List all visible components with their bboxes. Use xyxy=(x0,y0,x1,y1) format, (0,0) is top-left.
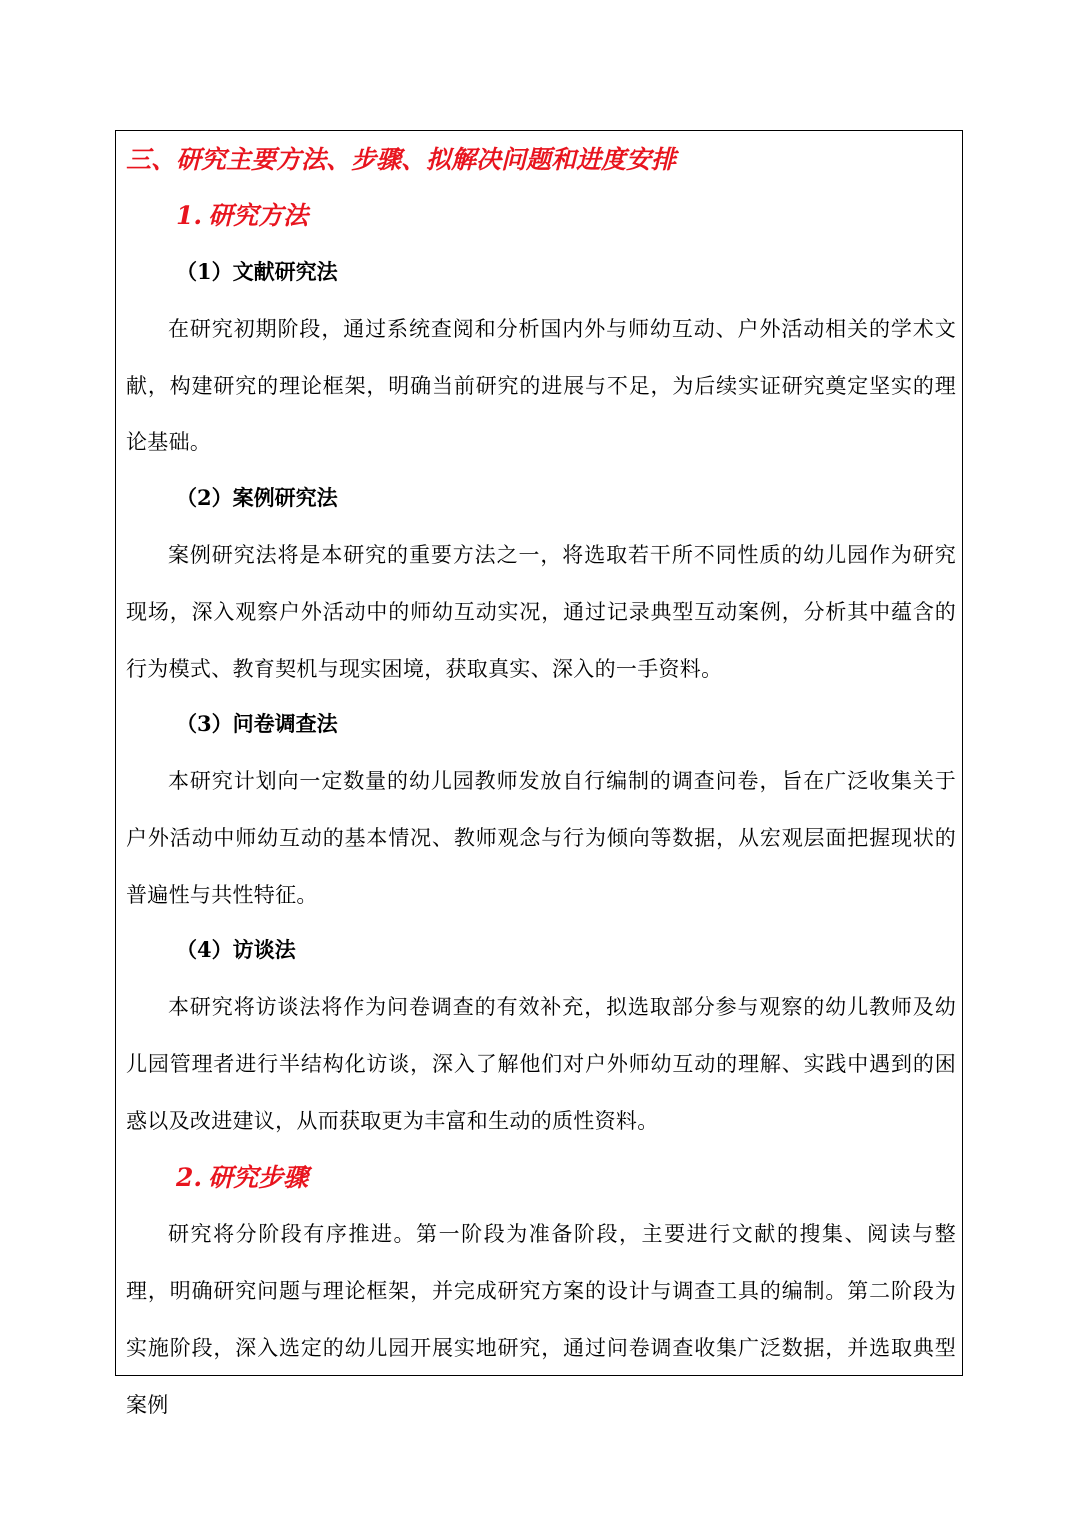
steps-heading-number: 2. xyxy=(176,1163,203,1193)
method-number: （4） xyxy=(176,937,233,963)
method-name: 访谈法 xyxy=(232,937,296,963)
method-number: （2） xyxy=(176,485,233,511)
method-name: 文献研究法 xyxy=(232,259,338,284)
methods-heading-number: 1. xyxy=(176,201,203,230)
method-literature xyxy=(126,257,956,471)
steps-description: 研究将分阶段有序推进。第一阶段为准备阶段，主要进行文献的搜集、阅读与整理，明确研究问题与理论框架，并完成研究方案的设计与调查工具的编制。第二阶段为实施阶段，深入选定的幼儿园开展实地研究，通过问卷调查收集广泛数据，并选取典型案例 xyxy=(126,1222,956,1417)
methods-heading xyxy=(126,199,956,232)
section-title: 三、研究主要方法、步骤、拟解决问题和进度安排 xyxy=(126,145,677,174)
method-title xyxy=(126,935,956,965)
steps-heading xyxy=(126,1161,956,1194)
method-description: 在研究初期阶段，通过系统查阅和分析国内外与师幼互动、户外活动相关的学术文献，构建研究的理论框架，明确当前研究的进展与不足，为后续实证研究奠定坚实的理论基础。 xyxy=(126,317,956,455)
document-body xyxy=(126,143,956,1433)
method-questionnaire xyxy=(126,709,956,923)
method-number: （3） xyxy=(176,711,233,737)
method-name: 案例研究法 xyxy=(232,485,338,511)
method-description: 案例研究法将是本研究的重要方法之一，将选取若干所不同性质的幼儿园作为研究现场，深入观察户外活动中的师幼互动实况，通过记录典型互动案例，分析其中蕴含的行为模式、教育契机与现实困境，获取真实、深入的一手资料。 xyxy=(126,543,956,681)
method-interview xyxy=(126,935,956,1149)
method-name: 问卷调查法 xyxy=(232,711,338,737)
document-frame xyxy=(115,130,963,1417)
method-case-study xyxy=(126,483,956,697)
method-title xyxy=(126,483,956,513)
methods-heading-text: 研究方法 xyxy=(208,201,309,230)
method-title xyxy=(126,257,956,287)
method-description: 本研究将访谈法将作为问卷调查的有效补充，拟选取部分参与观察的幼儿教师及幼儿园管理者进行半结构化访谈，深入了解他们对户外师幼互动的理解、实践中遇到的困惑以及改进建议，从而获取更为丰富和生动的质性资料。 xyxy=(126,995,956,1133)
method-description: 本研究计划向一定数量的幼儿园教师发放自行编制的调查问卷，旨在广泛收集关于户外活动中师幼互动的基本情况、教师观念与行为倾向等数据，从宏观层面把握现状的普遍性与共性特征。 xyxy=(126,769,956,907)
steps-heading-text: 研究步骤 xyxy=(208,1163,309,1193)
method-title xyxy=(126,709,956,739)
method-number: （1） xyxy=(176,259,233,284)
